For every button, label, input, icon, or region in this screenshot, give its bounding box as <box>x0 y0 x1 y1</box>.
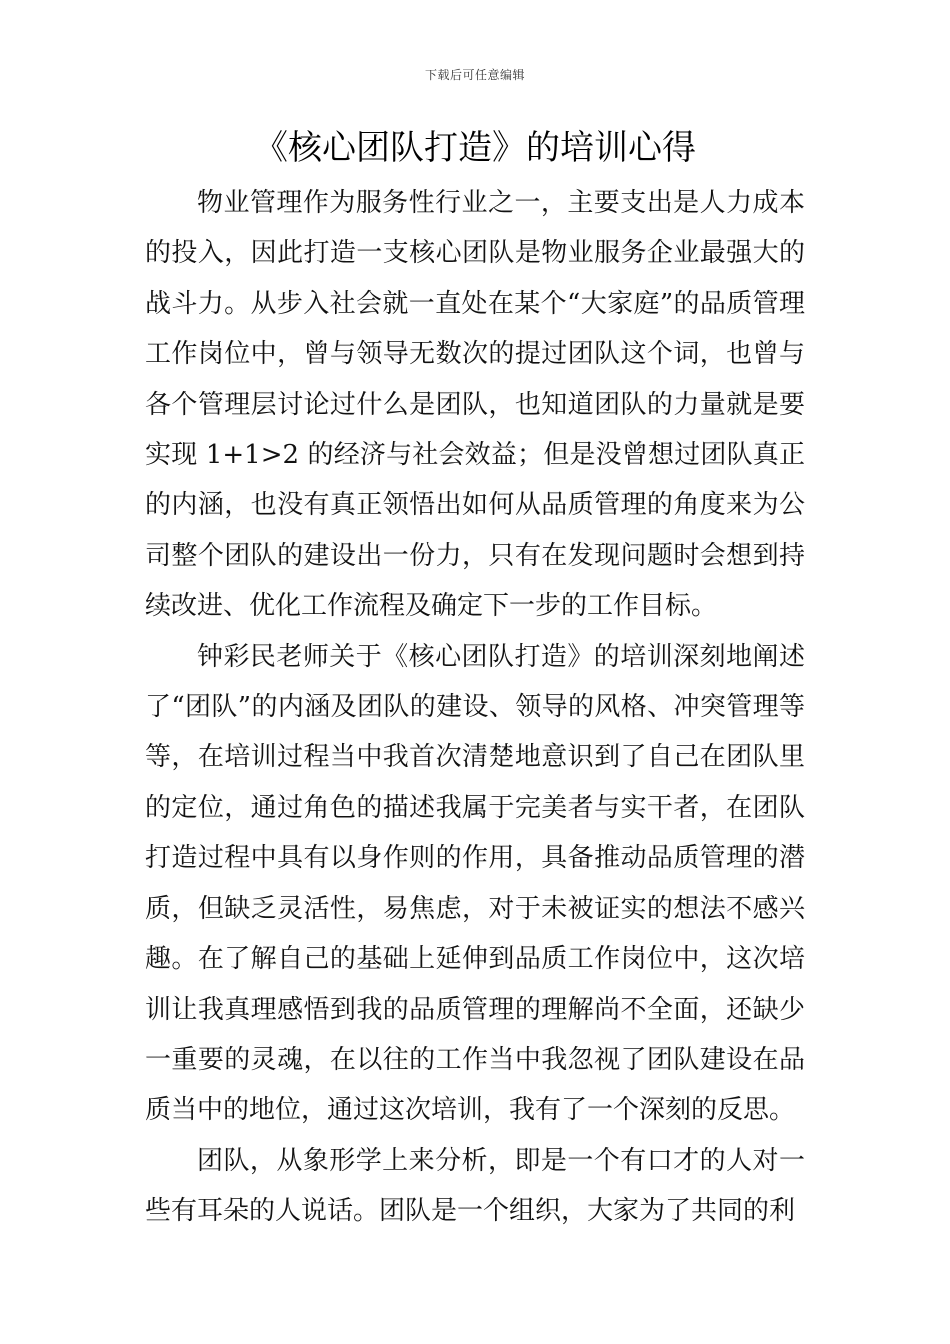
paragraph-3: 团队，从象形学上来分析，即是一个有口才的人对一些有耳朵的人说话。团队是一个组织，大家为了共同的利 <box>145 1145 805 1227</box>
paragraph-2: 钟彩民老师关于《核心团队打造》的培训深刻地阐述了“团队”的内涵及团队的建设、领导的风格、冲突管理等等，在培训过程当中我首次清楚地意识到了自己在团队里的定位，通过角色的描述我属于完美者与实干者，在团队打造过程中具有以身作则的作用，具备推动品质管理的潜质，但缺乏灵活性，易焦虑，对于未被证实的想法不感兴趣。在了解自己的基础上延伸到品质工作岗位中，这次培训让我真理感悟到我的品质管理的理解尚不全面，还缺少一重要的灵魂，在以往的工作当中我忽视了团队建设在品质当中的地位，通过这次培训，我有了一个深刻的反思。 <box>145 641 805 1126</box>
header-note: 下载后可任意编辑 <box>424 68 525 82</box>
document-title: 《核心团队打造》的培训心得 <box>254 128 696 168</box>
document-body <box>145 178 805 1237</box>
paragraph-1: 物业管理作为服务性行业之一，主要支出是人力成本的投入，因此打造一支核心团队是物业服务企业最强大的战斗力。从步入社会就一直处在某个“大家庭”的品质管理工作岗位中，曾与领导无数次的提过团队这个词，也曾与各个管理层讨论过什么是团队，也知道团队的力量就是要实现 1+1>2 的经济与社会效益；但是没曾想过团队真正的内涵，也没有真正领悟出如何从品质管理的角度来为公司整个团队的建设出一份力，只有在发现问题时会想到持续改进、优化工作流程及确定下一步的工作目标。 <box>145 188 805 622</box>
